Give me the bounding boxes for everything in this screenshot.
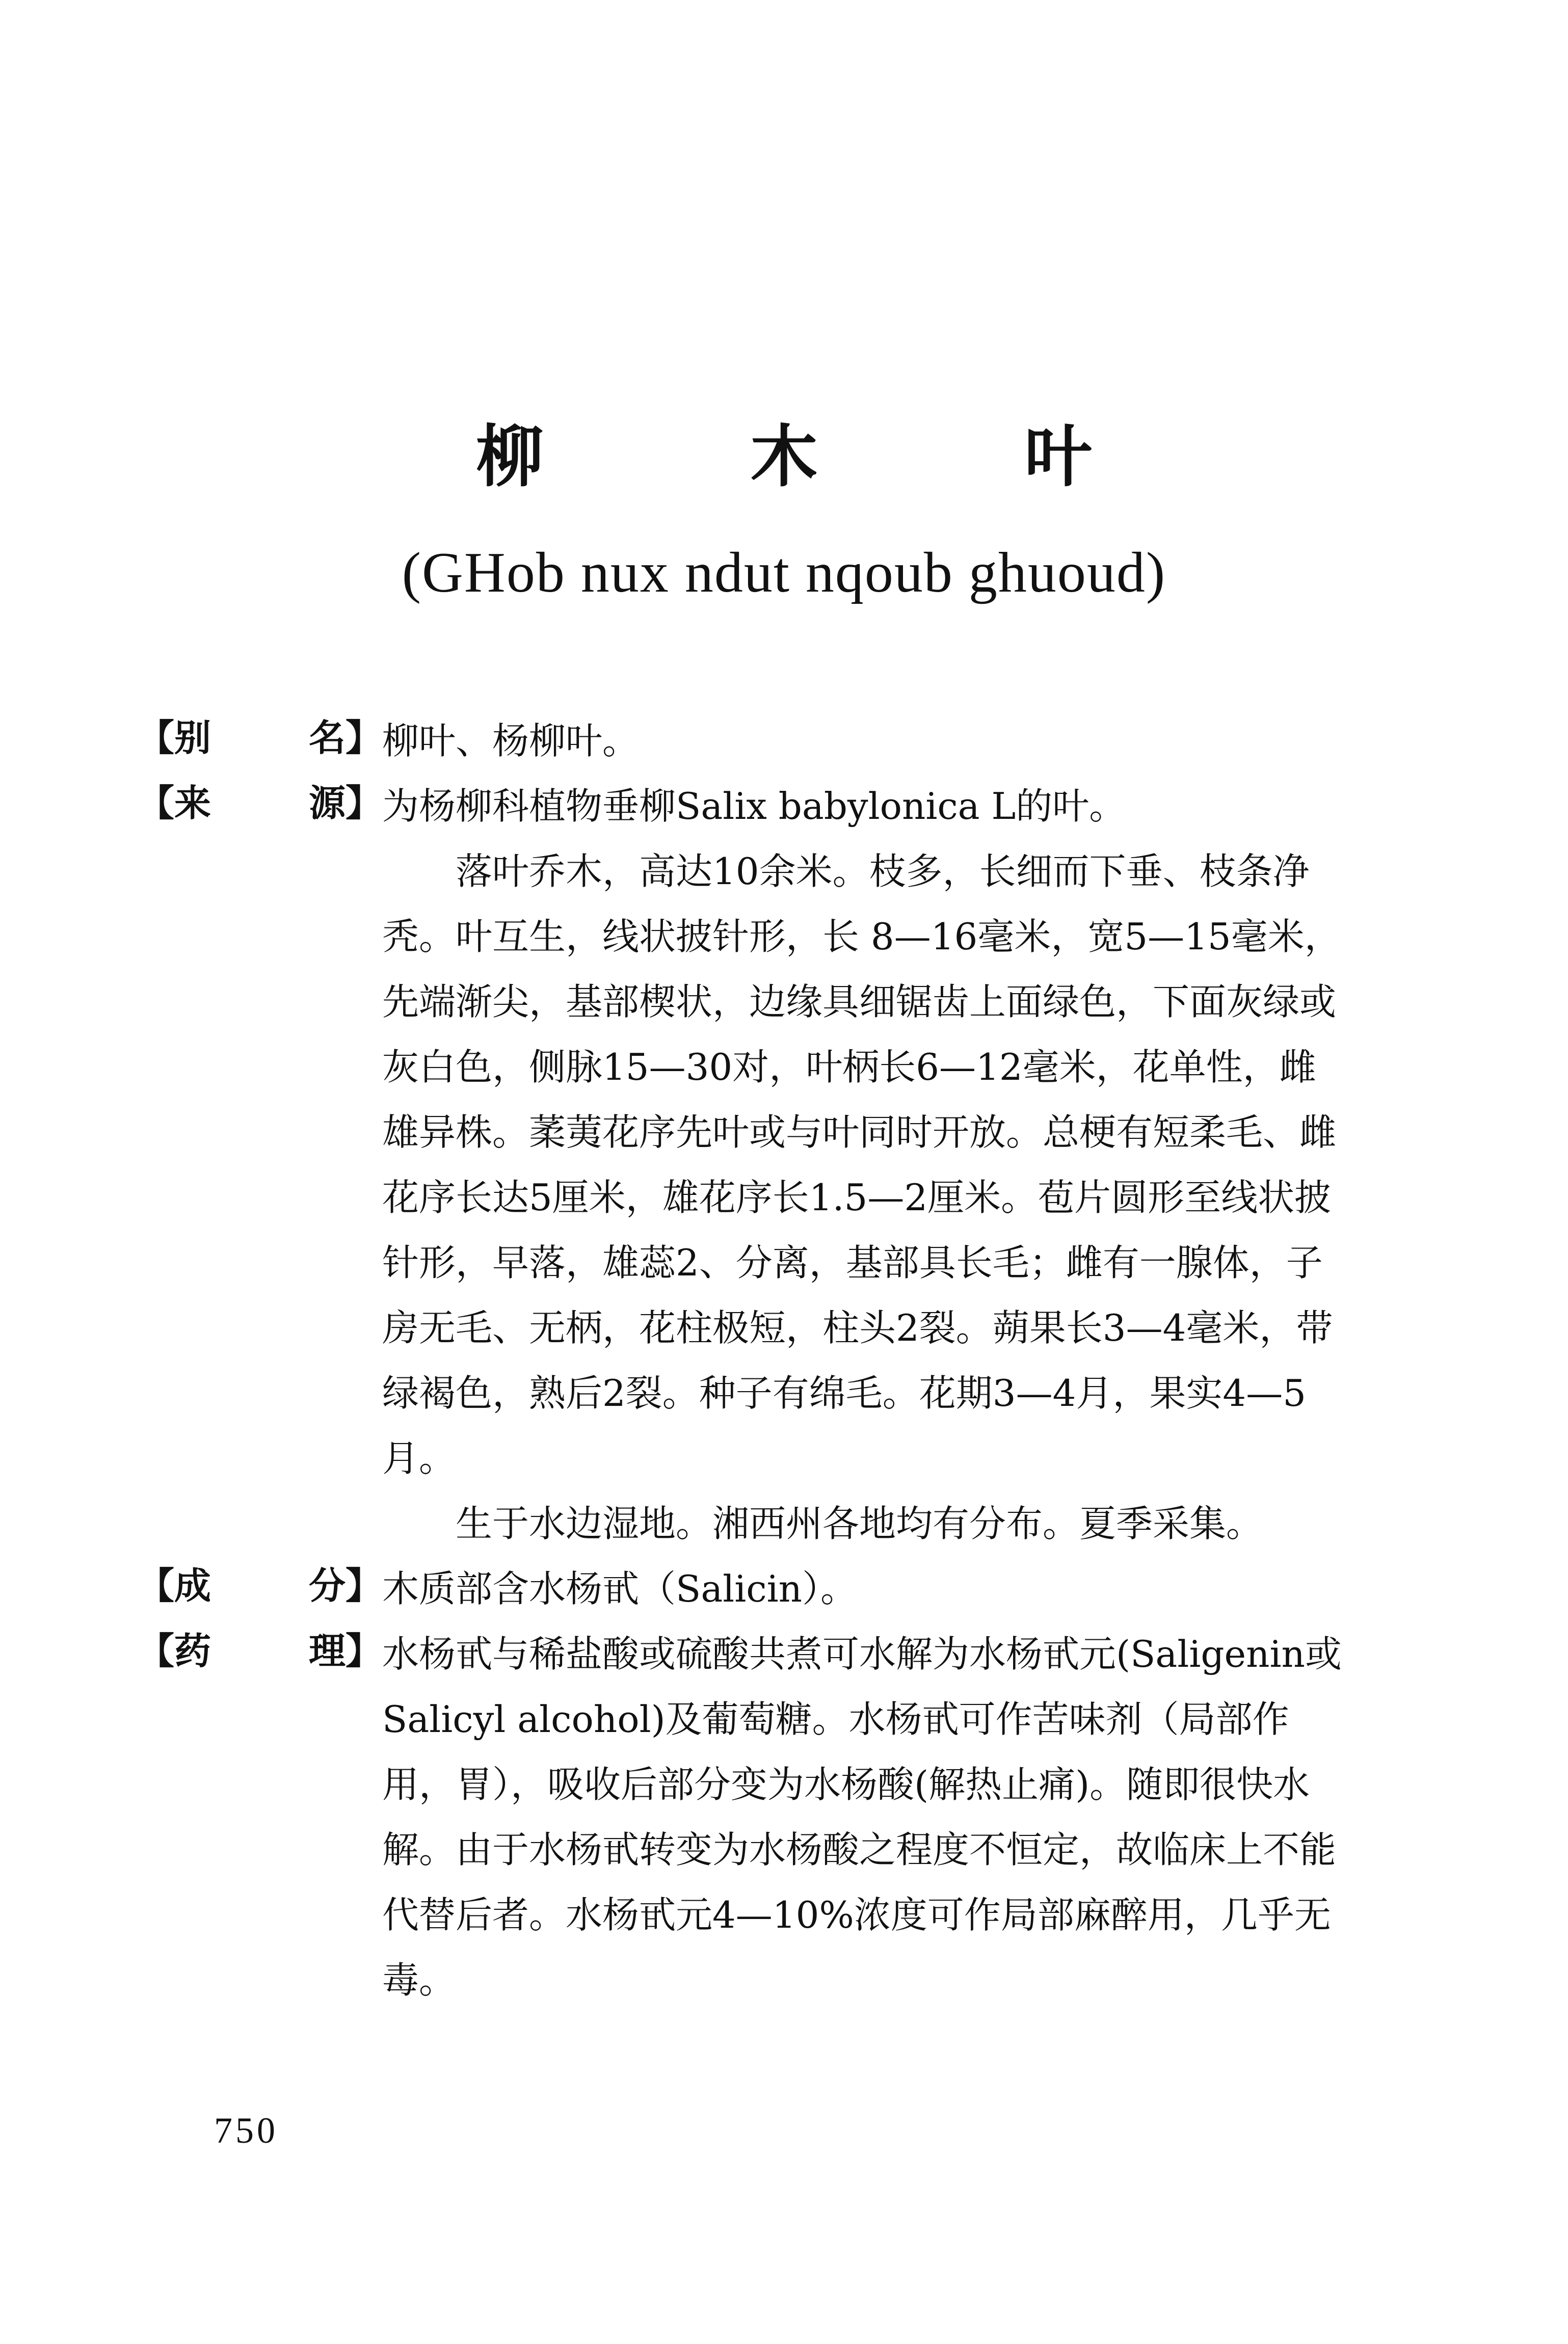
paragraph: 柳叶、杨柳叶。 (382, 720, 640, 762)
entry-source (138, 774, 1345, 1556)
entry-body (382, 1621, 1345, 2013)
paragraph: 木质部含水杨甙（Salicin）。 (382, 1567, 858, 1610)
page-title: 柳 木 叶 (476, 418, 1184, 496)
entry-pharmacology (138, 1621, 1345, 2013)
page-subtitle: (GHob nux ndut nqoub ghuoud) (402, 541, 1166, 604)
entries (138, 708, 1345, 2013)
entry-components (138, 1556, 1345, 1621)
entry-body (382, 774, 1345, 1556)
entry-label: 【来 源】 (138, 782, 382, 824)
entry-label: 【别 名】 (138, 716, 382, 759)
entry-label: 【药 理】 (138, 1630, 382, 1672)
paragraph: 生于水边湿地。湘西州各地均有分布。夏季采集。 (456, 1502, 1263, 1545)
paragraph: 为杨柳科植物垂柳Salix babylonica L的叶。 (382, 785, 1126, 828)
entry-label: 【成 分】 (138, 1564, 382, 1607)
paragraph: 水杨甙与稀盐酸或硫酸共煮可水解为水杨甙元(Saligenin或Salicyl alcohol)及葡萄糖。水杨甙可作苦味剂（局部作用，胃），吸收后部分变为水杨酸(解热止痛)。随即很快水解。由于水杨甙转变为水杨酸之程度不恒定，故临床上不能代替后者。水杨甙元4—10%浓度可作局部麻醉用，几乎无毒。 (382, 1633, 1342, 2002)
page-number: 750 (214, 2110, 278, 2151)
entry-alias (138, 708, 1345, 774)
entry-body (382, 708, 1345, 774)
entry-body (382, 1556, 1345, 1621)
paragraph: 落叶乔木，高达10余米。枝多，长细而下垂、枝条净秃。叶互生，线状披针形，长 8—16毫米，宽5—15毫米，先端渐尖，基部楔状，边缘具细锯齿上面绿色，下面灰绿或灰白色，侧脉15—30对，叶柄长6—12毫米，花单性，雌雄异株。葇荑花序先叶或与叶同时开放。总梗有短柔毛、雌花序长达5厘米，雄花序长1.5—2厘米。苞片圆形至线状披针形，早落，雄蕊2、分离，基部具长毛；雌有一腺体，子房无毛、无柄，花柱极短，柱头2裂。蒴果长3—4毫米，带绿褐色，熟后2裂。种子有绵毛。花期3—4月，果实4—5月。 (382, 850, 1341, 1480)
